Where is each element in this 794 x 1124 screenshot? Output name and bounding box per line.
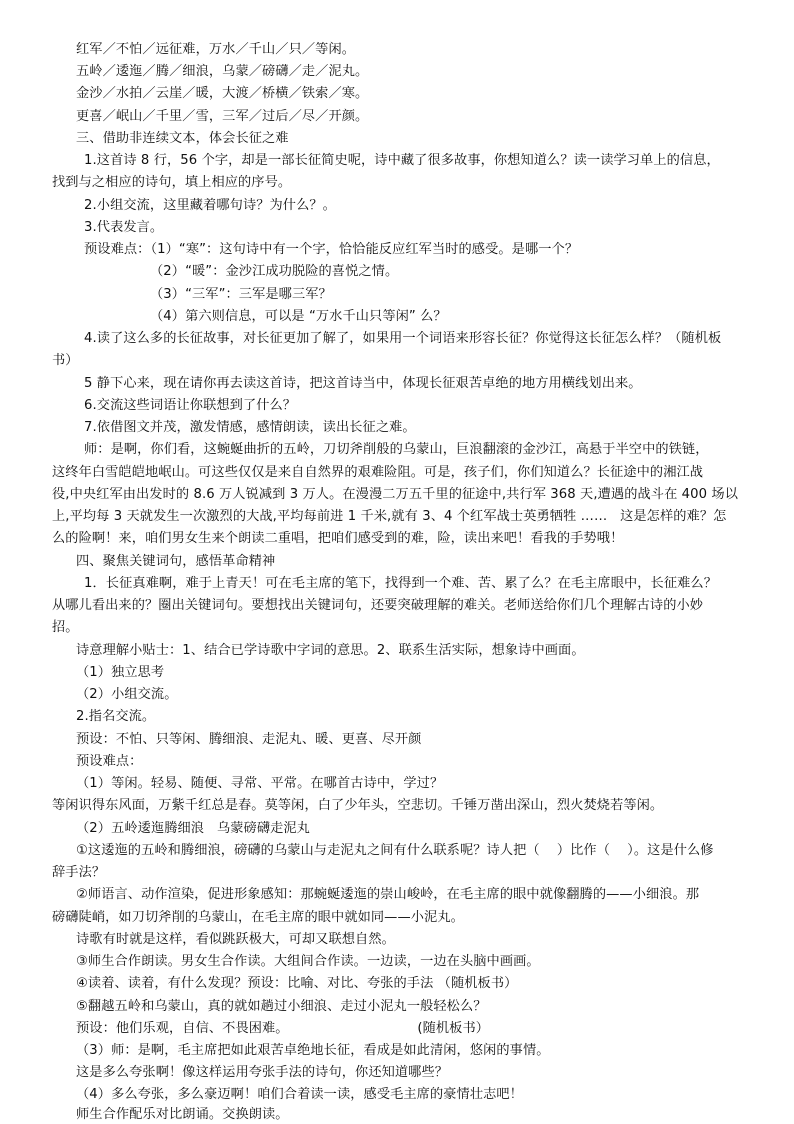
- paragraph-line: ③师生合作朗读。男女生合作读。大组间合作读。一边读，一边在头脑中画画。: [76, 954, 540, 969]
- paragraph-line: 2.小组交流，这里藏着哪句诗？为什么？。: [84, 198, 336, 213]
- paragraph-line: 等闲识得东风面，万紫千红总是春。莫等闲，白了少年头，空悲切。千锤万凿出深山，烈火焚烧若等闲。: [52, 798, 664, 813]
- paragraph-line: 预设：他们乐观，自信、不畏困难。 (随机板书）: [76, 1021, 490, 1036]
- paragraph-line: 诗意理解小贴士：1、结合已学诗歌中字词的意思。2、联系生活实际，想象诗中画面。: [76, 643, 585, 658]
- paragraph-line: （2）小组交流。: [76, 687, 178, 702]
- paragraph-line: ⑤翻越五岭和乌蒙山，真的就如趟过小细浪、走过小泥丸一般轻松么？: [76, 999, 487, 1014]
- paragraph-line: 7.依借图文并茂，激发情感，感情朗读，读出长征之难。: [84, 420, 416, 435]
- paragraph-line: （1）独立思考: [76, 665, 165, 680]
- paragraph-line: 师：是啊，你们看，这蜿蜒曲折的五岭，刀切斧削般的乌蒙山，巨浪翻滚的金沙江，高悬于半空中的铁链，: [84, 442, 709, 457]
- paragraph-line: 书）: [52, 353, 79, 368]
- paragraph-line: 5 静下心来，现在请你再去读这首诗，把这首诗当中，体现长征艰苦卓绝的地方用横线划出来。: [84, 376, 642, 391]
- paragraph-line: 找到与之相应的诗句，填上相应的序号。: [52, 175, 292, 190]
- paragraph-line: 2.指名交流。: [76, 709, 156, 724]
- paragraph-line: 预设难点：（1）“寒”：这句诗中有一个字，恰恰能反应红军当时的感受。是哪一个？: [84, 242, 579, 257]
- paragraph-line: 么的险啊！来，咱们男女生来个朗读二重唱，把咱们感受到的难，险，读出来吧！看我的手势哦！: [52, 531, 624, 546]
- paragraph-line: ②师语言、动作渲染，促进形象感知：那蜿蜒逶迤的崇山峻岭，在毛主席的眼中就像翻腾的——小细浪。那: [76, 887, 700, 902]
- section-heading-3: 三、借助非连续文本，体会长征之难: [76, 131, 289, 146]
- paragraph-line: 师生合作配乐对比朗诵。交换朗读。: [76, 1107, 289, 1122]
- poem-line-1: 红军／不怕／远征难，万水／千山／只／等闲。: [76, 42, 356, 57]
- section-heading-4: 四、聚焦关键词句，感悟革命精神: [76, 554, 276, 569]
- paragraph-line: 4.读了这么多的长征故事，对长征更加了解了，如果用一个词语来形容长征？你觉得这长征怎么样？（随机板: [84, 331, 722, 346]
- paragraph-line: 这是多么夸张啊！像这样运用夸张手法的诗句，你还知道哪些？: [76, 1065, 449, 1080]
- paragraph-line: （4）第六则信息，可以是 “万水千山只等闲” 么？: [150, 309, 447, 324]
- paragraph-line: 1．长征真难啊，难于上青天！可在毛主席的笔下，找得到一个难、苦、累了么？在毛主席眼中，长征难么？: [84, 576, 717, 591]
- paragraph-line: （3）师：是啊，毛主席把如此艰苦卓绝地长征，看成是如此清闲，悠闲的事情。: [76, 1043, 550, 1058]
- paragraph-line: 预设：不怕、只等闲、腾细浪、走泥丸、暖、更喜、尽开颜: [76, 732, 422, 747]
- paragraph-line: 上,平均每 3 天就发生一次激烈的大战,平均每前进 1 千米,就有 3、4 个红军战士英勇牺牲 …… 这是怎样的难？怎: [52, 509, 727, 524]
- paragraph-line: 3.代表发言。: [84, 220, 164, 235]
- paragraph-line: （1）等闲。轻易、随便、寻常、平常。在哪首古诗中，学过？: [76, 776, 444, 791]
- paragraph-line: 磅礴陡峭，如刀切斧削的乌蒙山，在毛主席的眼中就如同——小泥丸。: [52, 910, 464, 925]
- paragraph-line: ④读着、读着，有什么发现？预设：比喻、对比、夸张的手法 （随机板书）: [76, 976, 518, 991]
- paragraph-line: 役,中央红军由出发时的 8.6 万人锐减到 3 万人。在漫漫二万五千里的征途中,共行军 368 天,遭遇的战斗在 400 场以: [52, 487, 738, 502]
- paragraph-line: 辞手法？: [52, 865, 106, 880]
- paragraph-line: 这终年白雪皑皑地岷山。可这些仅仅是来自自然界的艰难险阻。可是，孩子们，你们知道么？长征途中的湘江战: [52, 465, 704, 480]
- paragraph-line: （2）“暖”：金沙江成功脱险的喜悦之情。: [150, 264, 399, 279]
- poem-line-3: 金沙／水拍／云崖／暖，大渡／桥横／铁索／寒。: [76, 86, 369, 101]
- paragraph-line: 预设难点：: [76, 754, 143, 769]
- paragraph-line: （2）五岭逶迤腾细浪 乌蒙磅礴走泥丸: [76, 821, 310, 836]
- poem-line-2: 五岭／逶迤／腾／细浪，乌蒙／磅礴／走／泥丸。: [76, 64, 369, 79]
- poem-line-4: 更喜／岷山／千里／雪，三军／过后／尽／开颜。: [76, 109, 369, 124]
- paragraph-line: ①这逶迤的五岭和腾细浪，磅礴的乌蒙山与走泥丸之间有什么联系呢？诗人把（ ）比作（ ）。这是什么修: [76, 843, 714, 858]
- paragraph-line: 6.交流这些词语让你联想到了什么？: [84, 398, 297, 413]
- paragraph-line: （3）“三军”：三军是哪三军？: [150, 287, 332, 302]
- paragraph-line: 从哪儿看出来的？圈出关键词句。要想找出关键词句，还要突破理解的难关。老师送给你们几个理解古诗的小妙: [52, 598, 704, 613]
- paragraph-line: 招。: [52, 620, 79, 635]
- paragraph-line: 诗歌有时就是这样，看似跳跃极大，可却又联想自然。: [76, 932, 395, 947]
- paragraph-line: 1.这首诗 8 行，56 个字，却是一部长征简史呢，诗中藏了很多故事，你想知道么？读一读学习单上的信息，: [84, 153, 720, 168]
- paragraph-line: （4）多么夸张，多么豪迈啊！咱们合着读一读，感受毛主席的豪情壮志吧！: [76, 1087, 523, 1102]
